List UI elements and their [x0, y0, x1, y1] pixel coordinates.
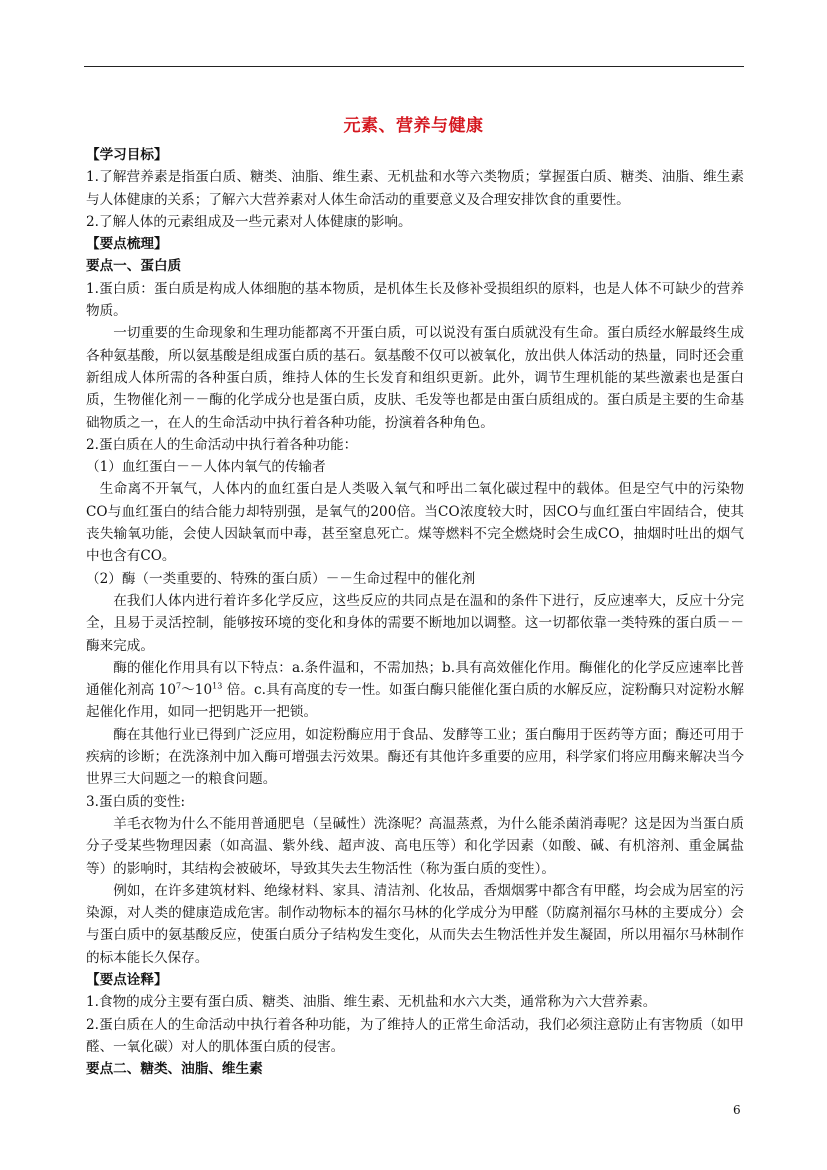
paragraph-explain-2: 2.蛋白质在人的生命活动中执行着各种功能，为了维持人的正常生命活动，我们必须注意防止有害物质（如甲醛、一氧化碳）对人的肌体蛋白质的侵害。 — [86, 1016, 744, 1055]
section-heading-points: 【要点梳理】 — [86, 236, 168, 253]
paragraph-explain-1: 1.食物的成分主要有蛋白质、糖类、油脂、维生素、无机盐和水六大类，通常称为六大营养素。 — [86, 994, 657, 1011]
section-heading-explain: 【要点诠释】 — [86, 971, 168, 988]
enzyme-features-text-a: 酶的催化作用具有以下特点：a.条件温和，不需加热；b.具有高效催化作用。酶催化的化学反应速率比普通催化剂高 10 — [86, 659, 744, 699]
paragraph-enzyme-applications: 酶在其他行业已得到广泛应用，如淀粉酶应用于食品、发酵等工业；蛋白酶用于医药等方面；酶还可用于疾病的诊断；在洗涤剂中加入酶可增强去污效果。酶还有其他许多重要的应用，科学家们将应用酶来解决当今世界三大问题之一的粮食问题。 — [86, 726, 744, 788]
paragraph-formaldehyde: 例如，在许多建筑材料、绝缘材料、家具、清洁剂、化妆品，香烟烟雾中都含有甲醛，均会成为居室的污染源，对人类的健康造成危害。制作动物标本的福尔马林的化学成分为甲醛（防腐剂福尔马林的主要成分）会与蛋白质中的氨基酸反应，使蛋白质分子结构发生变化，从而失去生物活性并发生凝固，所以用福尔马林制作的标本能长久保存。 — [86, 882, 744, 966]
paragraph-protein-life: 一切重要的生命现象和生理功能都离不开蛋白质，可以说没有蛋白质就没有生命。蛋白质经水解最终生成各种氨基酸，所以氨基酸是组成蛋白质的基石。氨基酸不仅可以被氧化，放出供人体活动的热量，同时还会重新组成人体所需的各种蛋白质，维持人体的生长发育和组织更新。此外，调节生理机能的某些激素也是蛋白质，生物催化剂－－酶的化学成分也是蛋白质，皮肤、毛发等也都是由蛋白质组成的。蛋白质是主要的生命基础物质之一，在人的生命活动中执行着各种功能，扮演着各种角色。 — [86, 325, 744, 431]
subheading-point-2: 要点二、糖类、油脂、维生素 — [86, 1061, 263, 1078]
paragraph-goal-2: 2.了解人体的元素组成及一些元素对人体健康的影响。 — [86, 213, 412, 230]
paragraph-protein-functions: 2.蛋白质在人的生命活动中执行着各种功能： — [86, 436, 358, 453]
page-title: 元素、营养与健康 — [343, 116, 484, 136]
paragraph-goal-1: 1.了解营养素是指蛋白质、糖类、油脂、维生素、无机盐和水等六类物质；掌握蛋白质、糖类、油脂、维生素与人体健康的关系；了解六大营养素对人体生命活动的重要意义及合理安排饮食的重要性。 — [86, 169, 744, 208]
paragraph-enzyme-heading: （2）酶（一类重要的、特殊的蛋白质）－－生命过程中的催化剂 — [86, 570, 476, 587]
paragraph-denaturation: 羊毛衣物为什么不能用普通肥皂（呈碱性）洗涤呢？高温蒸煮，为什么能杀菌消毒呢？这是因为当蛋白质分子受某些物理因素（如高温、紫外线、超声波、高电压等）和化学因素（如酸、碱、有机溶剂、重金属盐等）的影响时，其结构会被破坏，导致其失去生物活性（称为蛋白质的变性）。 — [86, 815, 744, 877]
section-heading-goals: 【学习目标】 — [86, 147, 168, 163]
header-rule — [84, 66, 744, 67]
paragraph-hemoglobin-heading: （1）血红蛋白－－人体内氧气的传输者 — [86, 459, 326, 476]
exponent-13: 13 — [212, 681, 223, 691]
enzyme-features-text-b: ～10 — [181, 682, 213, 699]
document-body — [86, 144, 744, 1080]
paragraph-denaturation-heading: 3.蛋白质的变性: — [86, 793, 186, 810]
page-number: 6 — [733, 1103, 741, 1117]
subheading-point-1: 要点一、蛋白质 — [86, 258, 182, 275]
paragraph-protein-definition: 1.蛋白质：蛋白质是构成人体细胞的基本物质，是机体生长及修补受损组织的原料，也是人体不可缺少的营养物质。 — [86, 280, 744, 320]
exponent-7: 7 — [175, 681, 182, 691]
paragraph-enzyme-intro: 在我们人体内进行着许多化学反应，这些反应的共同点是在温和的条件下进行，反应速率大，反应十分完全，且易于灵活控制，能够按环境的变化和身体的需要不断地加以调整。这一切都依靠一类特殊的蛋白质－－酶来完成。 — [86, 592, 744, 654]
enzyme-features-text-c: 倍。c.具有高度的专一性。如蛋白酶只能催化蛋白质的水解反应，淀粉酶只对淀粉水解起催化作用，如同一把钥匙开一把锁。 — [86, 682, 744, 721]
paragraph-enzyme-features — [86, 657, 744, 724]
paragraph-hemoglobin: 生命离不开氧气，人体内的血红蛋白是人类吸入氧气和呼出二氧化碳过程中的载体。但是空气中的污染物CO与血红蛋白的结合能力却特别强，是氧气的200倍。当CO浓度较大时，因CO与血红蛋白牢固结合，使其丧失输氧功能，会使人因缺氧而中毒，甚至窒息死亡。煤等燃料不完全燃烧时会生成CO，抽烟时吐出的烟气中也含有CO。 — [86, 481, 744, 565]
